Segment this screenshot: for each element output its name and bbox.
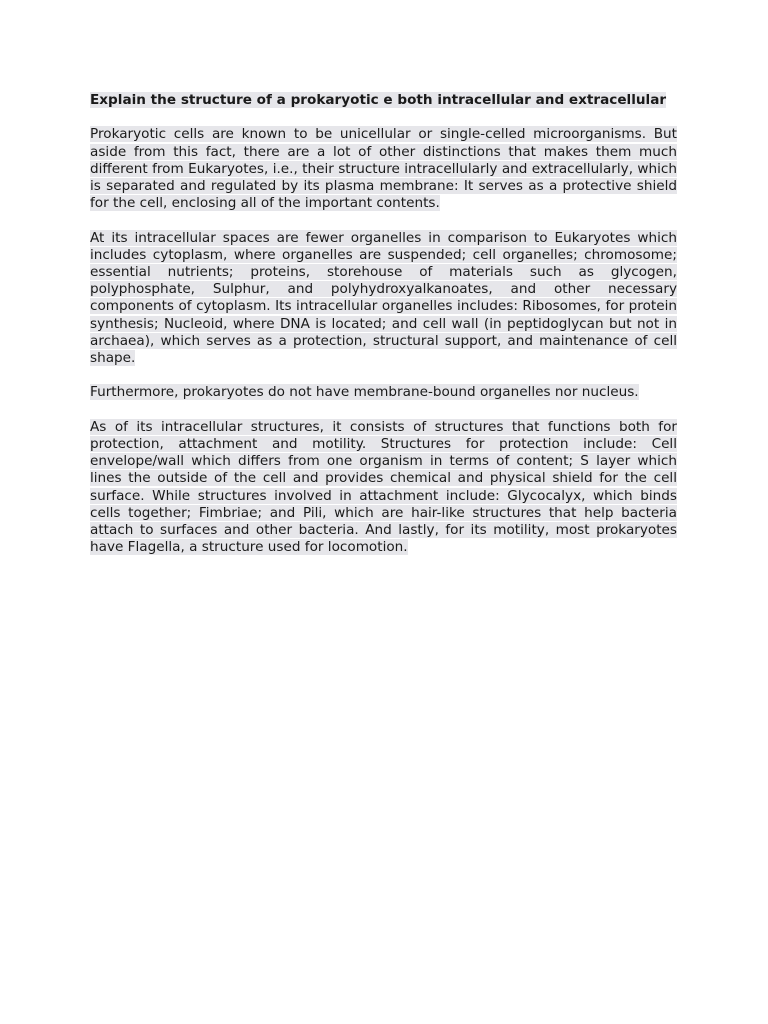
- document-title: [90, 92, 677, 109]
- paragraph-intracellular-text: At its intracellular spaces are fewer organelles in comparison to Eukaryotes which includes cytoplasm, where organelles are suspended; cell organelles; chromosome; essential nutrients; proteins, storehouse of materials such as glycogen, polyphosphate, Sulphur, and polyhydroxyalkanoates, and other necessary components of cytoplasm. Its intracellular organelles includes: Ribosomes, for protein synthesis; Nucleoid, where DNA is located; and cell wall (in peptidoglycan but not in archaea), which serves as a protection, structural support, and maintenance of cell shape.: [90, 229, 677, 367]
- document-body: [90, 92, 677, 574]
- paragraph-intro-text: Prokaryotic cells are known to be unicellular or single-celled microorganisms. But aside from this fact, there are a lot of other distinctions that makes them much different from Eukaryotes, i.e., their structure intracellularly and extracellularly, which is separated and regulated by its plasma membrane: It serves as a protective shield for the cell, enclosing all of the important contents.: [90, 126, 677, 212]
- paragraph-membrane-bound: [90, 384, 677, 401]
- paragraph-membrane-bound-text: Furthermore, prokaryotes do not have membrane-bound organelles nor nucleus.: [90, 384, 639, 401]
- document-title-text: Explain the structure of a prokaryotic e both intracellular and extracellular: [90, 92, 667, 108]
- paragraph-intro: [90, 126, 677, 212]
- paragraph-structures: [90, 419, 677, 557]
- paragraph-structures-text: As of its intracellular structures, it consists of structures that functions both for protection, attachment and motility. Structures for protection include: Cell envelope/wall which differs from one organism in terms of content; S layer which lines the outside of the cell and provides chemical and physical shield for the cell surface. While structures involved in attachment include: Glycocalyx, which binds cells together; Fimbriae; and Pili, which are hair-like structures that help bacteria attach to surfaces and other bacteria. And lastly, for its motility, most prokaryotes have Flagella, a structure used for locomotion.: [90, 418, 677, 556]
- paragraph-intracellular: [90, 230, 677, 368]
